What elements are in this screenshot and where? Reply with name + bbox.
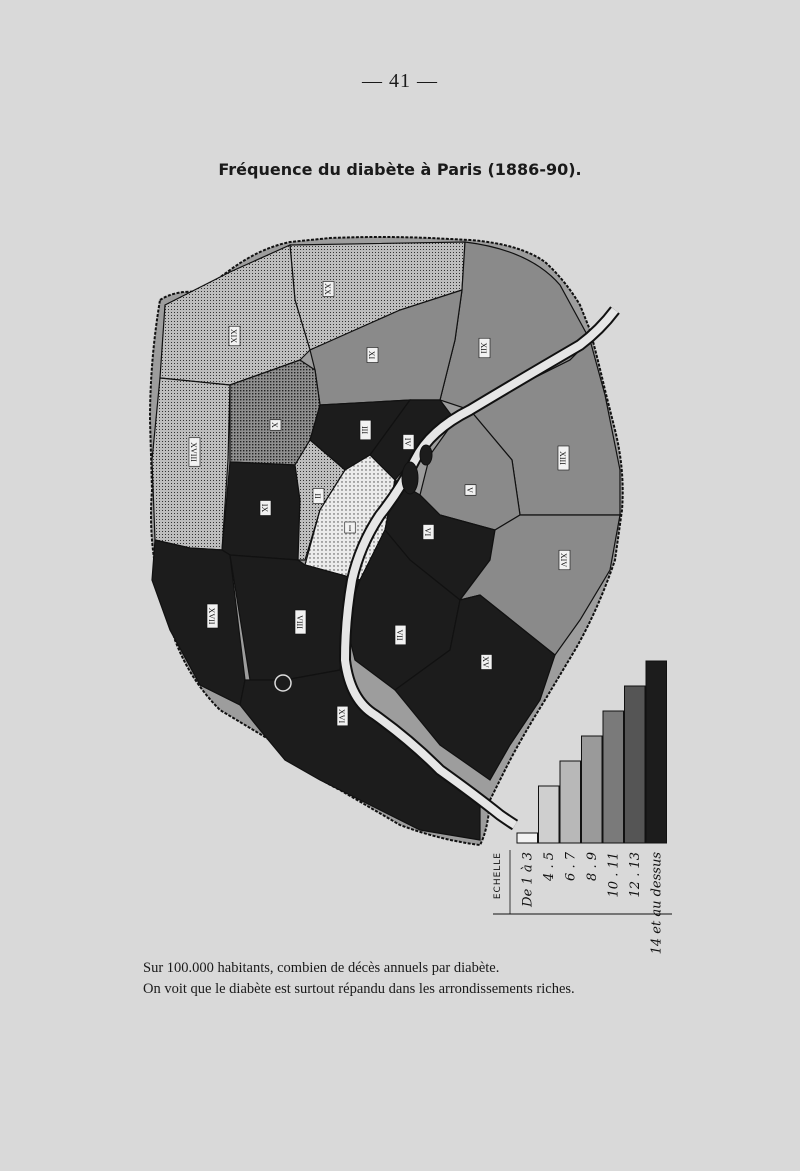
legend-heading: ECHELLE (493, 852, 503, 900)
svg-text:XVI: XVI (337, 708, 346, 724)
caption (143, 958, 763, 1000)
region-label-I (345, 522, 356, 533)
ile-de-la-cite (402, 462, 418, 494)
legend-label-6: 14 et au dessus (649, 852, 665, 955)
svg-text:V: V (465, 487, 474, 493)
etoile-circle (275, 675, 291, 691)
legend-label-5: 12 . 13 (627, 852, 643, 898)
page-number: — 41 — (362, 70, 438, 92)
region-label-XVII (207, 604, 218, 628)
svg-text:XI: XI (367, 350, 376, 360)
region-label-V (465, 485, 476, 496)
region-label-III (360, 420, 371, 440)
svg-text:II: II (313, 493, 322, 499)
svg-text:IV: IV (403, 437, 412, 447)
svg-text:VIII: VIII (295, 615, 304, 629)
svg-text:XIII: XIII (558, 451, 567, 465)
svg-text:X: X (270, 422, 279, 428)
region-label-XX (323, 282, 334, 297)
region-label-IX (260, 501, 271, 516)
legend-swatch-0 (517, 833, 538, 843)
legend-label-2: 6 . 7 (563, 852, 579, 881)
region-label-XIV (559, 550, 570, 570)
region-label-XII (479, 338, 490, 358)
svg-text:XV: XV (481, 656, 490, 668)
legend-swatch-6 (646, 661, 667, 843)
svg-text:IX: IX (260, 503, 269, 513)
svg-text:XIV: XIV (559, 552, 568, 568)
region-label-IV (403, 435, 414, 450)
caption-line-1: Sur 100.000 habitants, combien de décès annuels par diabète. (143, 960, 500, 976)
svg-text:III: III (360, 426, 369, 434)
svg-text:VII: VII (395, 629, 404, 641)
region-label-XI (367, 348, 378, 363)
region-label-X (270, 420, 281, 431)
legend-swatch-4 (603, 711, 624, 843)
region-label-VII (395, 625, 406, 645)
region-label-XVIII (189, 438, 200, 467)
region-label-VI (423, 525, 434, 540)
legend-label-4: 10 . 11 (606, 852, 622, 898)
legend-swatch-1 (539, 786, 560, 843)
legend-swatch-5 (625, 686, 646, 843)
region-label-XIII (558, 446, 569, 470)
caption-line-2: On voit que le diabète est surtout répandu dans les arrondissements riches. (143, 981, 575, 997)
svg-text:XIX: XIX (229, 328, 238, 344)
svg-text:XVII: XVII (207, 607, 216, 625)
svg-text:XII: XII (479, 342, 488, 354)
map-title: Fréquence du diabète à Paris (1886-90). (218, 160, 582, 179)
svg-text:VI: VI (423, 527, 432, 537)
svg-text:XVIII: XVIII (189, 442, 198, 462)
svg-text:I: I (348, 524, 352, 533)
legend-label-1: 4 . 5 (541, 852, 557, 881)
legend-swatch-2 (560, 761, 581, 843)
region-label-VIII (295, 610, 306, 634)
svg-text:XX: XX (323, 283, 332, 295)
region-label-XV (481, 655, 492, 670)
legend-label-0: De 1 à 3 (520, 852, 536, 907)
region-label-XVI (337, 706, 348, 726)
legend-swatch-3 (582, 736, 603, 843)
ile-saint-louis (420, 445, 432, 465)
region-label-XIX (229, 326, 240, 346)
region-label-II (313, 489, 324, 504)
legend-label-3: 8 . 9 (584, 852, 600, 881)
